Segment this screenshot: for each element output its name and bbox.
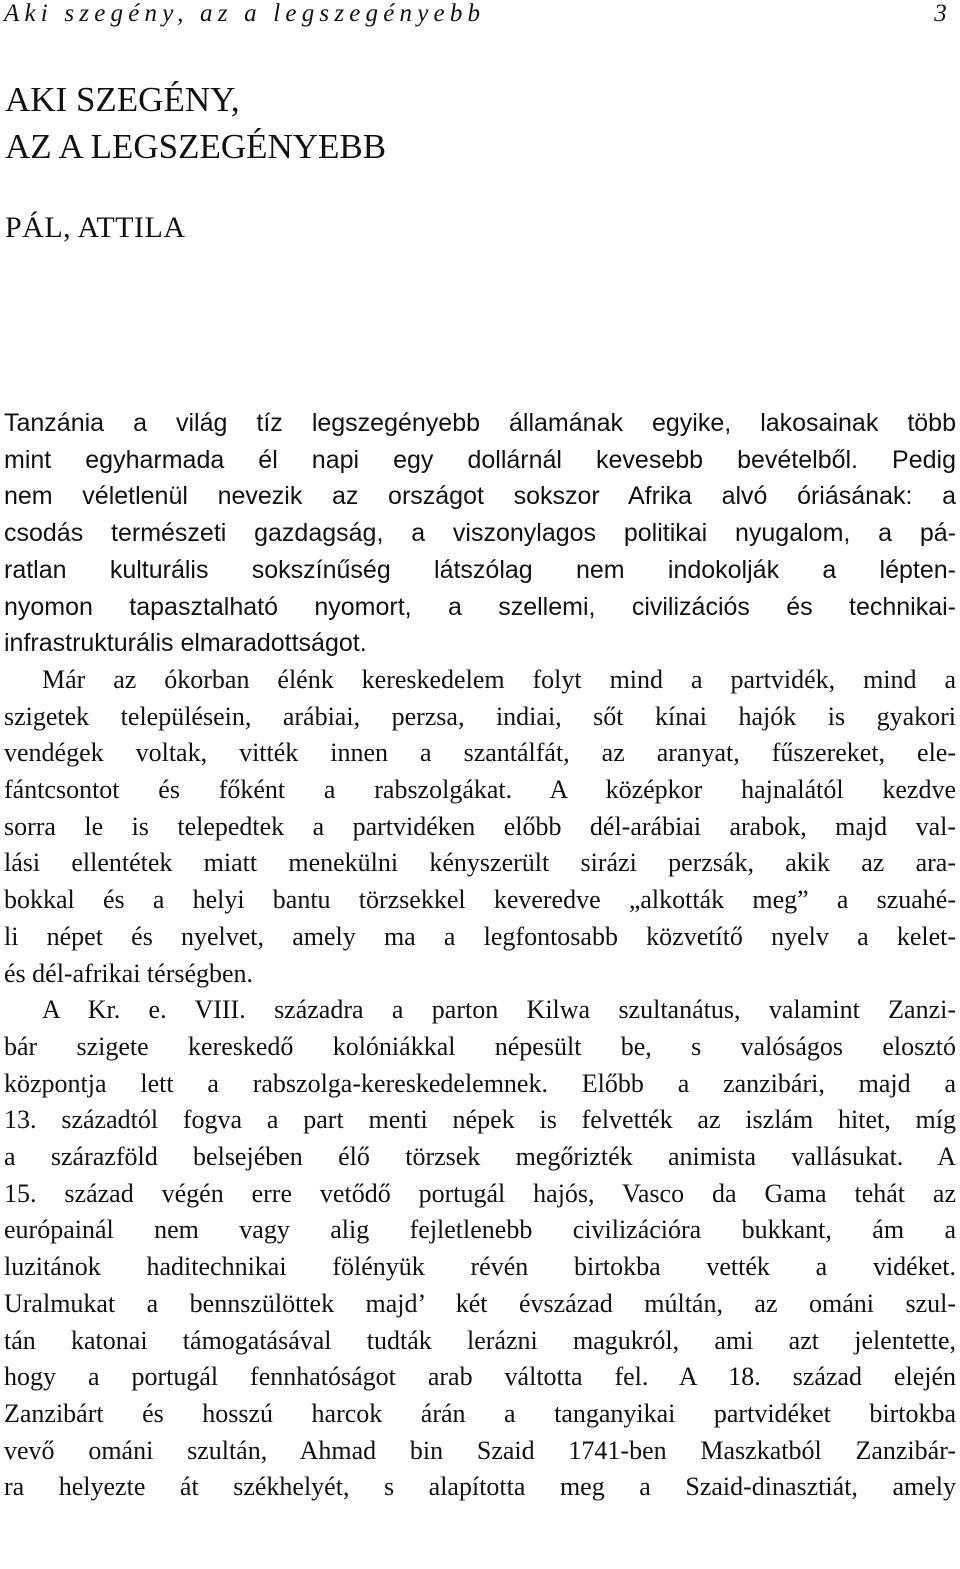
running-title: Aki szegény, az a legszegényebb: [4, 0, 486, 27]
text-line: európainál nem vagy alig fejletlenebb civilizációra bukkant, ám a: [4, 1215, 956, 1245]
text-line: bár szigete kereskedő kolóniákkal népesült be, s valóságos elosztó: [4, 1031, 956, 1061]
paragraph-colonial: [4, 992, 956, 1506]
text-line: bokkal és a helyi bantu törzsekkel keveredve „alkották meg” a szuahé-: [4, 885, 956, 915]
text-line: A Kr. e. VIII. századra a parton Kilwa szultanátus, valamint Zanzi-: [42, 995, 956, 1025]
paragraph-history: [4, 662, 956, 992]
text-line: Tanzánia a világ tíz legszegényebb államának egyike, lakosainak több: [4, 409, 956, 437]
text-line: központja lett a rabszolga-kereskedelemnek. Előbb a zanzibári, majd a: [4, 1068, 956, 1098]
text-line: infrastrukturális elmaradottságot.: [4, 629, 367, 658]
text-line: nem véletlenül nevezik az országot sokszor Afrika alvó óriásának: a: [4, 482, 956, 511]
text-line: tán katonai támogatásával tudták lerázni magukról, ami azt jelentette,: [4, 1325, 956, 1355]
text-line: nyomon tapasztalható nyomort, a szellemi, civilizációs és technikai-: [4, 592, 956, 621]
text-line: vendégek voltak, vitték innen a szantálfát, az aranyat, fűszereket, ele-: [4, 738, 956, 768]
paragraph-intro: [4, 405, 956, 662]
text-line: Zanzibárt és hosszú harcok árán a tanganyikai partvidéket birtokba: [4, 1398, 956, 1428]
article-title: [5, 76, 386, 170]
text-line: lási ellentétek miatt menekülni kényszerült sirázi perzsák, akik az ara-: [4, 848, 956, 878]
text-line: a szárazföld belsejében élő törzsek megőrizték animista vallásukat. A: [4, 1142, 956, 1172]
text-line: vevő ománi szultán, Ahmad bin Szaid 1741-ben Maszkatból Zanzibár-: [4, 1435, 956, 1465]
text-line: ratlan kulturális sokszínűség látszólag nem indokolják a lépten-: [4, 555, 956, 584]
text-line: sorra le is telepedtek a partvidéken előbb dél-arábiai arabok, majd val-: [4, 811, 956, 841]
text-line: li népet és nyelvet, amely ma a legfontosabb közvetítő nyelv a kelet-: [4, 921, 956, 951]
text-line: 13. századtól fogva a part menti népek is felvették az iszlám hitet, míg: [4, 1105, 956, 1135]
text-line: 15. század végén erre vetődő portugál hajós, Vasco da Gama tehát az: [4, 1178, 956, 1208]
article-title-line-1: AKI SZEGÉNY,: [5, 80, 240, 119]
text-line: Uralmukat a bennszülöttek majd’ két évszázad múltán, az ománi szul-: [4, 1288, 956, 1318]
text-line: hogy a portugál fennhatóságot arab váltotta fel. A 18. század elején: [4, 1362, 956, 1392]
text-line: szigetek településein, arábiai, perzsa, indiai, sőt kínai hajók is gyakori: [4, 701, 956, 731]
text-line: fántcsontot és főként a rabszolgákat. A középkor hajnalától kezdve: [4, 775, 956, 805]
text-line: csodás természeti gazdagság, a viszonylagos politikai nyugalom, a pá-: [4, 519, 956, 548]
page-number: 3: [934, 0, 952, 27]
article-body: [4, 405, 956, 1506]
text-line: és dél-afrikai térségben.: [4, 958, 254, 988]
article-title-line-2: AZ A LEGSZEGÉNYEBB: [5, 127, 387, 166]
text-line: luzitánok haditechnikai fölényük révén birtokba vették a vidéket.: [4, 1252, 956, 1282]
text-line: ra helyezte át székhelyét, s alapította meg a Szaid-dinasztiát, amely: [4, 1472, 956, 1502]
text-line: Már az ókorban élénk kereskedelem folyt mind a partvidék, mind a: [42, 664, 956, 694]
running-header: [4, 0, 956, 28]
article-author: PÁL, ATTILA: [5, 211, 186, 244]
text-line: mint egyharmada él napi egy dollárnál kevesebb bevételből. Pedig: [4, 445, 956, 474]
